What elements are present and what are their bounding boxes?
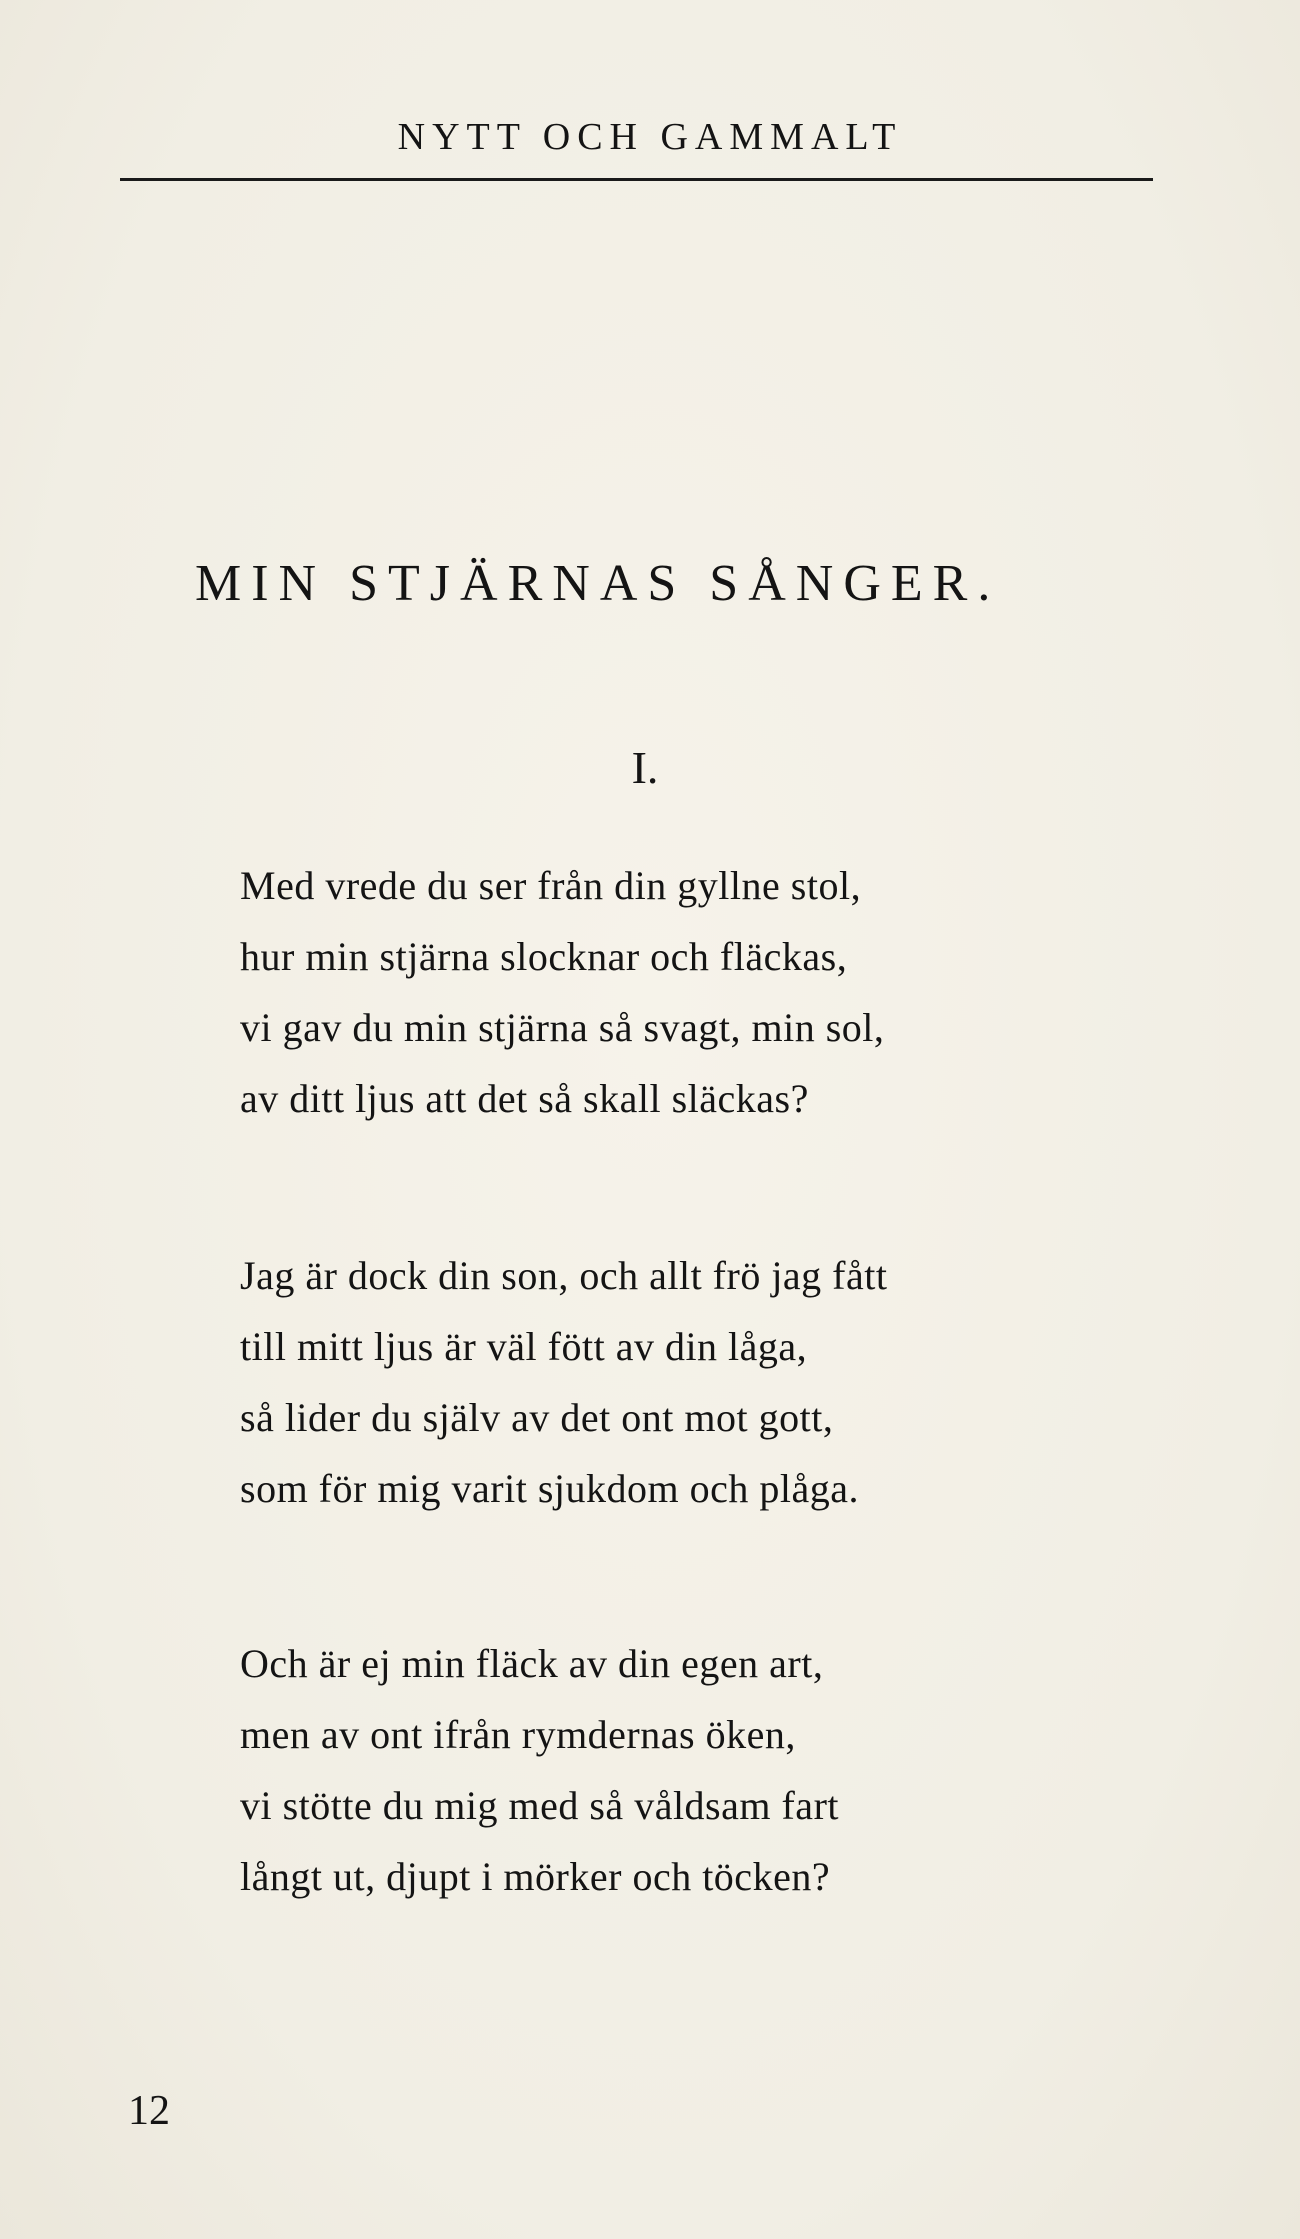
poem-title: MIN STJÄRNAS SÅNGER. <box>195 555 1001 612</box>
verse-line: som för mig varit sjukdom och plåga. <box>240 1466 860 1511</box>
verse-line: Jag är dock din son, och allt frö jag fått <box>240 1253 888 1298</box>
verse-line: Och är ej min fläck av din egen art, <box>240 1641 824 1686</box>
header-rule <box>120 178 1153 181</box>
stanza-1 <box>240 850 884 1134</box>
verse-line: till mitt ljus är väl fött av din låga, <box>240 1324 808 1369</box>
verse-line: Med vrede du ser från din gyllne stol, <box>240 863 862 908</box>
verse-line: så lider du själv av det ont mot gott, <box>240 1395 834 1440</box>
verse-line: vi gav du min stjärna så svagt, min sol, <box>240 1005 885 1050</box>
verse-line: långt ut, djupt i mörker och töcken? <box>240 1854 831 1899</box>
verse-line: vi stötte du mig med så våldsam fart <box>240 1783 839 1828</box>
verse-line: men av ont ifrån rymdernas öken, <box>240 1712 796 1757</box>
running-head: NYTT OCH GAMMALT <box>397 116 903 158</box>
page-number: 12 <box>128 2088 170 2134</box>
stanza-3 <box>240 1628 839 1912</box>
verse-line: av ditt ljus att det så skall släckas? <box>240 1076 809 1121</box>
section-number: I. <box>631 742 659 793</box>
verse-line: hur min stjärna slocknar och fläckas, <box>240 934 848 979</box>
stanza-2 <box>240 1240 887 1524</box>
